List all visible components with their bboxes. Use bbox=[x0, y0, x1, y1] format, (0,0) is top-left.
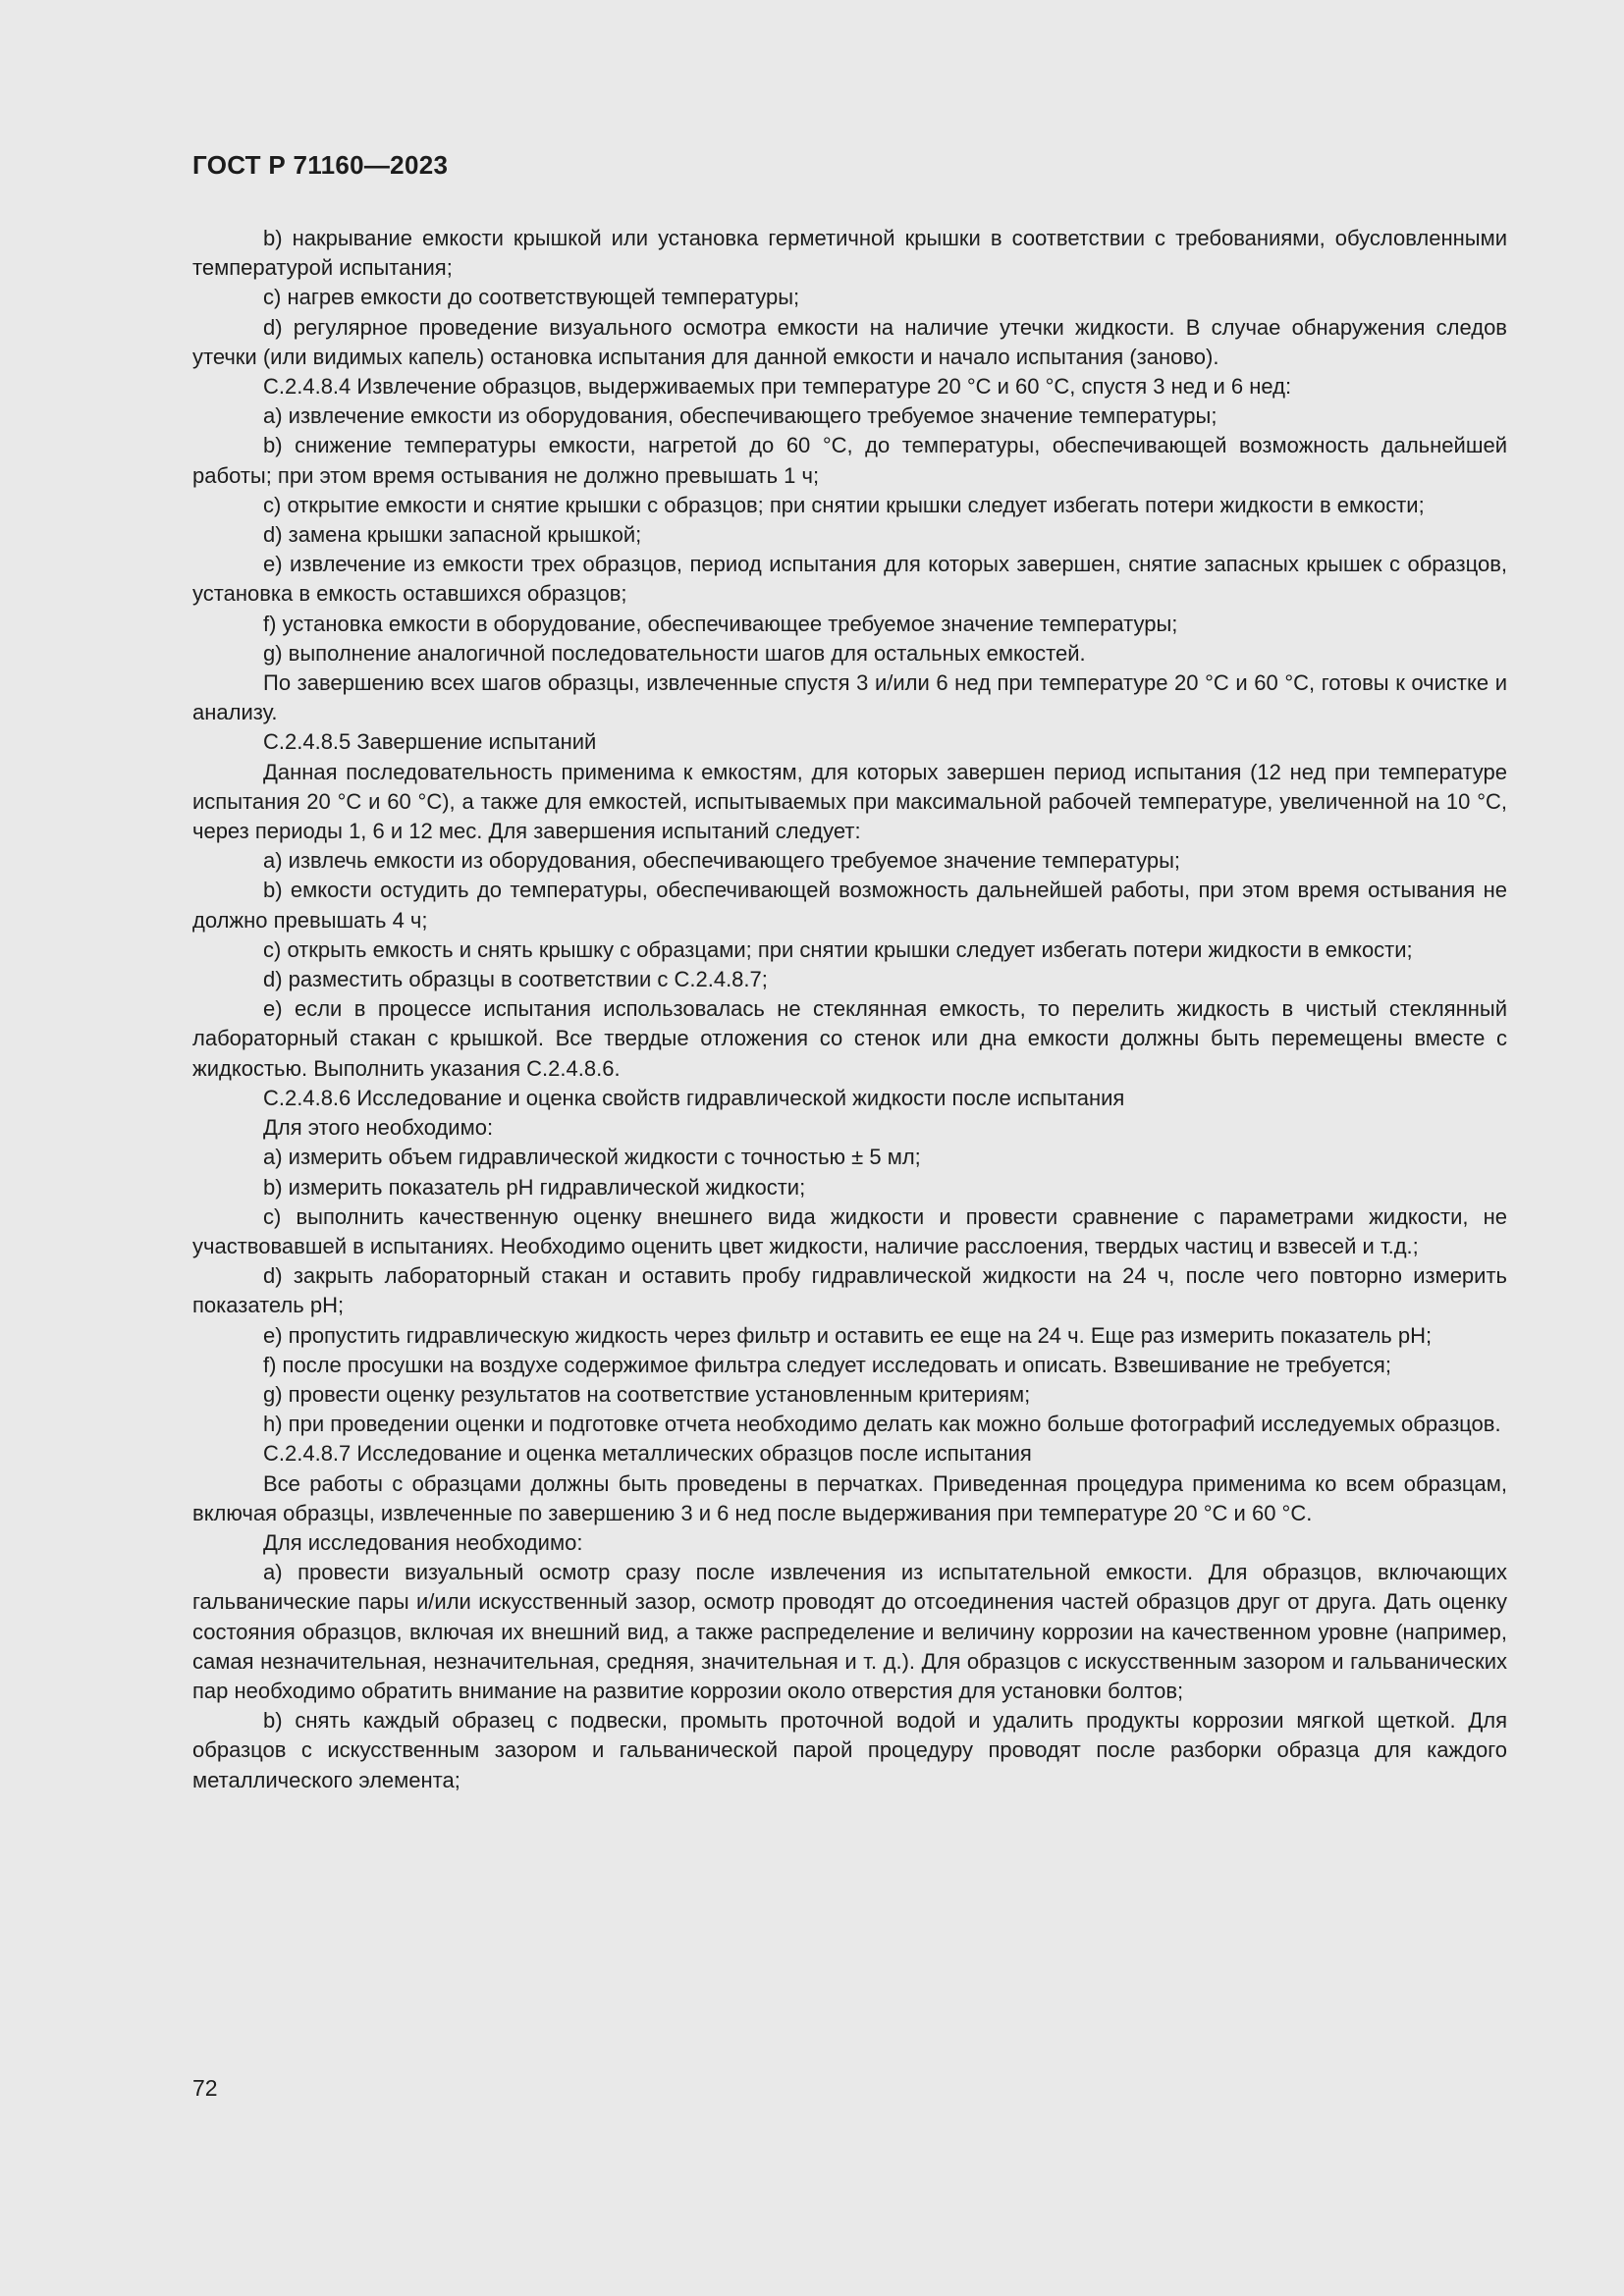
paragraph: e) пропустить гидравлическую жидкость через фильтр и оставить ее еще на 24 ч. Еще раз измерить показатель pH; bbox=[263, 1322, 1433, 1348]
paragraph: Все работы с образцами должны быть проведены в перчатках. Приведенная процедура применима ко всем образцам, включая образцы, извлеченные по завершению 3 и 6 нед после выдерживания при температуре 20 °C и 60 °C. bbox=[192, 1470, 1507, 1525]
paragraph: c) нагрев емкости до соответствующей температуры; bbox=[263, 285, 800, 310]
paragraph: a) измерить объем гидравлической жидкости с точностью ± 5 мл; bbox=[263, 1145, 921, 1170]
section-heading: C.2.4.8.4 Извлечение образцов, выдерживаемых при температуре 20 °C и 60 °C, спустя 3 нед и 6 нед: bbox=[263, 374, 1292, 400]
paragraph: По завершению всех шагов образцы, извлеченные спустя 3 и/или 6 нед при температуре 20 °C и 60 °C, готовы к очистке и анализу. bbox=[192, 670, 1507, 725]
paragraph: c) открыть емкость и снять крышку с образцами; при снятии крышки следует избегать потери жидкости в емкости; bbox=[263, 936, 1413, 962]
paragraph: a) провести визуальный осмотр сразу после извлечения из испытательной емкости. Для образцов, включающих гальванические пары и/или искусственный зазор, осмотр проводят до отсоединения частей образцов друг от друга. Дать оценку состояния образцов, включая их внешний вид, а также распределение и величину коррозии на качественном уровне (например, самая незначительная, незначительная, средняя, значительная и т. д.). Для образцов с искусственным зазором и гальванических пар необходимо обратить внимание на развитие коррозии около отверстия для установки болтов; bbox=[192, 1560, 1507, 1703]
paragraph: Данная последовательность применима к емкостям, для которых завершен период испытания (12 нед при температуре испытания 20 °C и 60 °C), а также для емкостей, испытываемых при максимальной рабочей температуре, увеличенной на 10 °C, через периоды 1, 6 и 12 мес. Для завершения испытаний следует: bbox=[192, 759, 1507, 844]
document-header: ГОСТ Р 71160—2023 bbox=[192, 150, 449, 180]
section-heading: C.2.4.8.5 Завершение испытаний bbox=[263, 729, 597, 755]
section-heading: C.2.4.8.7 Исследование и оценка металлических образцов после испытания bbox=[263, 1441, 1032, 1467]
page-number: 72 bbox=[192, 2075, 218, 2101]
paragraph: f) после просушки на воздухе содержимое фильтра следует исследовать и описать. Взвешивание не требуется; bbox=[263, 1352, 1391, 1377]
paragraph: e) если в процессе испытания использовалась не стеклянная емкость, то перелить жидкость в чистый стеклянный лабораторный стакан с крышкой. Все твердые отложения со стенок или дна емкости должны быть перемещены вместе с жидкостью. Выполнить указания C.2.4.8.6. bbox=[192, 996, 1507, 1081]
paragraph: c) выполнить качественную оценку внешнего вида жидкости и провести сравнение с параметрами жидкости, не участвовавшей в испытаниях. Необходимо оценить цвет жидкости, наличие расслоения, твердых частиц и взвесей и т.д.; bbox=[192, 1203, 1507, 1258]
paragraph: b) снижение температуры емкости, нагретой до 60 °C, до температуры, обеспечивающей возможность дальнейшей работы; при этом время остывания не должно превышать 1 ч; bbox=[192, 433, 1507, 488]
paragraph: Для этого необходимо: bbox=[263, 1115, 494, 1141]
paragraph: g) провести оценку результатов на соответствие установленным критериям; bbox=[263, 1381, 1031, 1407]
paragraph: b) накрывание емкости крышкой или установка герметичной крышки в соответствии с требованиями, обусловленными температурой испытания; bbox=[192, 226, 1507, 281]
paragraph: d) регулярное проведение визуального осмотра емкости на наличие утечки жидкости. В случае обнаружения следов утечки (или видимых капель) остановка испытания для данной емкости и начало испытания (заново). bbox=[192, 314, 1507, 369]
paragraph: a) извлечение емкости из оборудования, обеспечивающего требуемое значение температуры; bbox=[263, 403, 1218, 429]
paragraph: b) измерить показатель pH гидравлической жидкости; bbox=[263, 1174, 806, 1200]
paragraph: g) выполнение аналогичной последовательности шагов для остальных емкостей. bbox=[263, 640, 1086, 666]
section-heading: C.2.4.8.6 Исследование и оценка свойств гидравлической жидкости после испытания bbox=[263, 1085, 1125, 1110]
paragraph: e) извлечение из емкости трех образцов, период испытания для которых завершен, снятие запасных крышек с образцов, установка в емкость оставшихся образцов; bbox=[192, 552, 1507, 607]
paragraph: b) емкости остудить до температуры, обеспечивающей возможность дальнейшей работы, при этом время остывания не должно превышать 4 ч; bbox=[192, 878, 1507, 933]
paragraph: h) при проведении оценки и подготовке отчета необходимо делать как можно больше фотографий исследуемых образцов. bbox=[263, 1412, 1501, 1437]
paragraph: c) открытие емкости и снятие крышки с образцов; при снятии крышки следует избегать потери жидкости в емкости; bbox=[263, 492, 1425, 517]
paragraph: d) разместить образцы в соответствии с C.2.4.8.7; bbox=[263, 967, 768, 992]
paragraph: b) снять каждый образец с подвески, промыть проточной водой и удалить продукты коррозии мягкой щеткой. Для образцов с искусственным зазором и гальванической парой процедуру проводят после разборки образца для каждого металлического элемента; bbox=[192, 1708, 1507, 1792]
paragraph: Для исследования необходимо: bbox=[263, 1529, 583, 1555]
document-body bbox=[192, 224, 1507, 1795]
paragraph: d) замена крышки запасной крышкой; bbox=[263, 522, 642, 548]
paragraph: a) извлечь емкости из оборудования, обеспечивающего требуемое значение температуры; bbox=[263, 848, 1180, 874]
paragraph: d) закрыть лабораторный стакан и оставить пробу гидравлической жидкости на 24 ч, после чего повторно измерить показатель pH; bbox=[192, 1263, 1507, 1318]
paragraph: f) установка емкости в оборудование, обеспечивающее требуемое значение температуры; bbox=[263, 611, 1178, 636]
